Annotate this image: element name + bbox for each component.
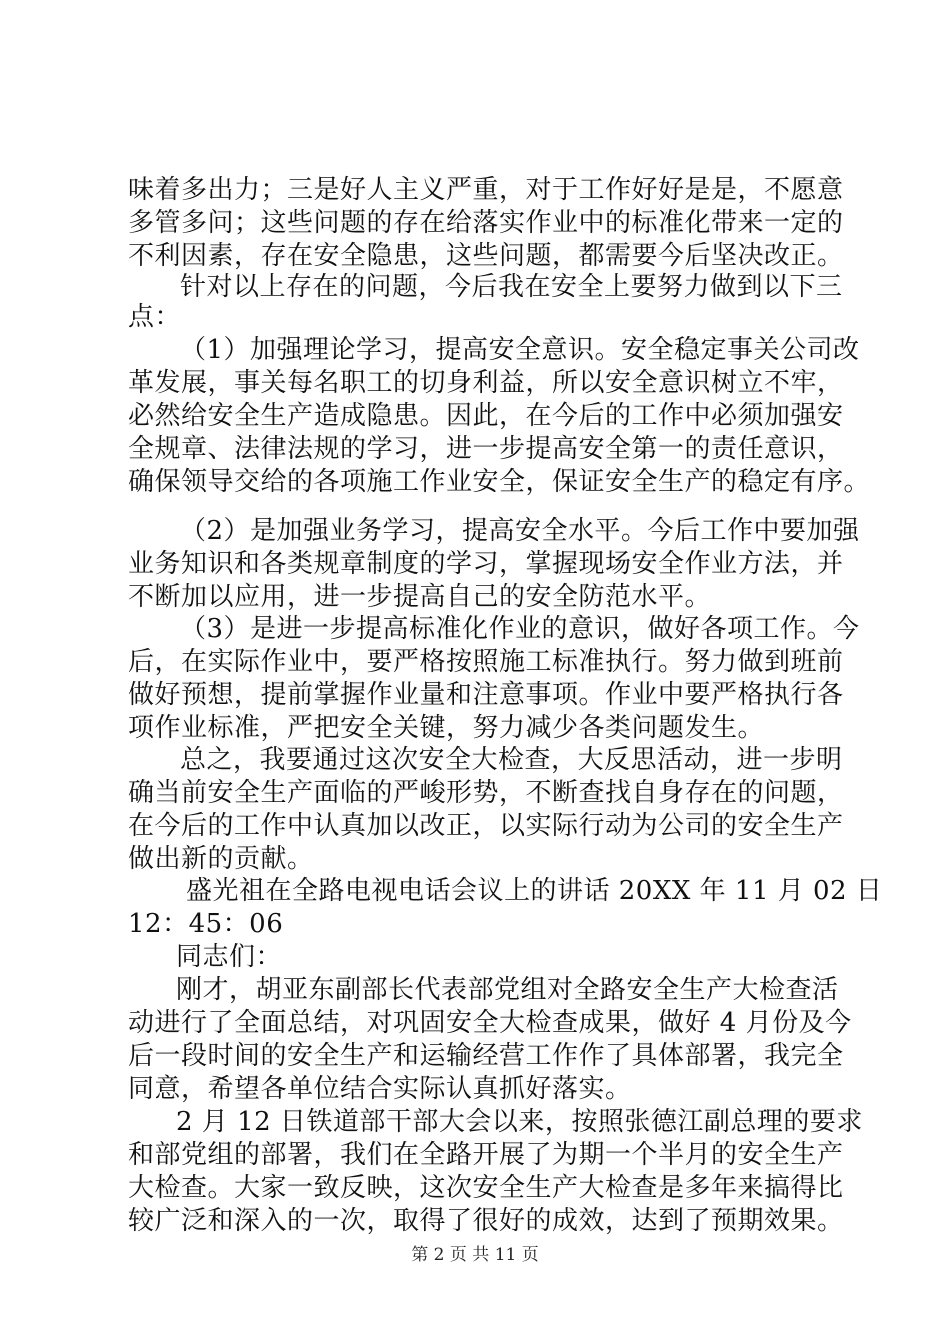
text-line: 点： xyxy=(128,302,182,332)
text-line: 必然给安全生产造成隐患。因此，在今后的工作中必须加强安 xyxy=(128,401,844,431)
text-line: 做好预想，提前掌握作业量和注意事项。作业中要严格执行各 xyxy=(128,680,844,710)
text-line: 业务知识和各类规章制度的学习，掌握现场安全作业方法，并 xyxy=(128,549,844,579)
text-line: 12：45：06 xyxy=(128,909,284,939)
text-line: 后一段时间的安全生产和运输经营工作作了具体部署，我完全 xyxy=(128,1041,844,1071)
text-line: 2 月 12 日铁道部干部大会以来，按照张德江副总理的要求 xyxy=(176,1107,863,1137)
text-line: 全规章、法律法规的学习，进一步提高安全第一的责任意识， xyxy=(128,434,844,464)
text-line: 不断加以应用，进一步提高自己的安全防范水平。 xyxy=(128,582,712,612)
text-line: 味着多出力；三是好人主义严重，对于工作好好是是，不愿意 xyxy=(128,175,844,205)
text-line: （2）是加强业务学习，提高安全水平。今后工作中要加强 xyxy=(180,516,860,546)
text-line: 确保领导交给的各项施工作业安全，保证安全生产的稳定有序。 xyxy=(128,467,871,497)
text-line: （1）加强理论学习，提高安全意识。安全稳定事关公司改 xyxy=(180,335,860,365)
text-line: 较广泛和深入的一次，取得了很好的成效，达到了预期效果。 xyxy=(128,1206,844,1236)
text-line: 项作业标准，严把安全关键，努力减少各类问题发生。 xyxy=(128,713,765,743)
text-line: 刚才，胡亚东副部长代表部党组对全路安全生产大检查活 xyxy=(176,975,839,1005)
text-line: 革发展，事关每名职工的切身利益，所以安全意识树立不牢， xyxy=(128,368,844,398)
text-line: 做出新的贡献。 xyxy=(128,844,314,874)
text-line: 多管多问；这些问题的存在给落实作业中的标准化带来一定的 xyxy=(128,208,844,238)
text-line: 动进行了全面总结，对巩固安全大检查成果，做好 4 月份及今 xyxy=(128,1008,852,1038)
text-line: 大检查。大家一致反映，这次安全生产大检查是多年来搞得比 xyxy=(128,1173,844,1203)
text-line: 同意，希望各单位结合实际认真抓好落实。 xyxy=(128,1074,632,1104)
text-line: 同志们： xyxy=(176,942,283,972)
text-line: 后，在实际作业中，要严格按照施工标准执行。努力做到班前 xyxy=(128,647,844,677)
text-line: 在今后的工作中认真加以改正，以实际行动为公司的安全生产 xyxy=(128,811,844,841)
text-line: 和部党组的部署，我们在全路开展了为期一个半月的安全生产 xyxy=(128,1140,844,1170)
text-line: （3）是进一步提高标准化作业的意识，做好各项工作。今 xyxy=(180,614,860,644)
text-line: 总之，我要通过这次安全大检查，大反思活动，进一步明 xyxy=(180,745,843,775)
text-line: 不利因素，存在安全隐患，这些问题，都需要今后坚决改正。 xyxy=(128,241,844,271)
page-footer: 第 2 页 共 11 页 xyxy=(411,1245,539,1265)
text-line: 针对以上存在的问题，今后我在安全上要努力做到以下三 xyxy=(180,272,843,302)
text-line: 确当前安全生产面临的严峻形势，不断查找自身存在的问题， xyxy=(128,778,844,808)
text-line: 盛光祖在全路电视电话会议上的讲话 20XX 年 11 月 02 日 xyxy=(186,876,883,906)
